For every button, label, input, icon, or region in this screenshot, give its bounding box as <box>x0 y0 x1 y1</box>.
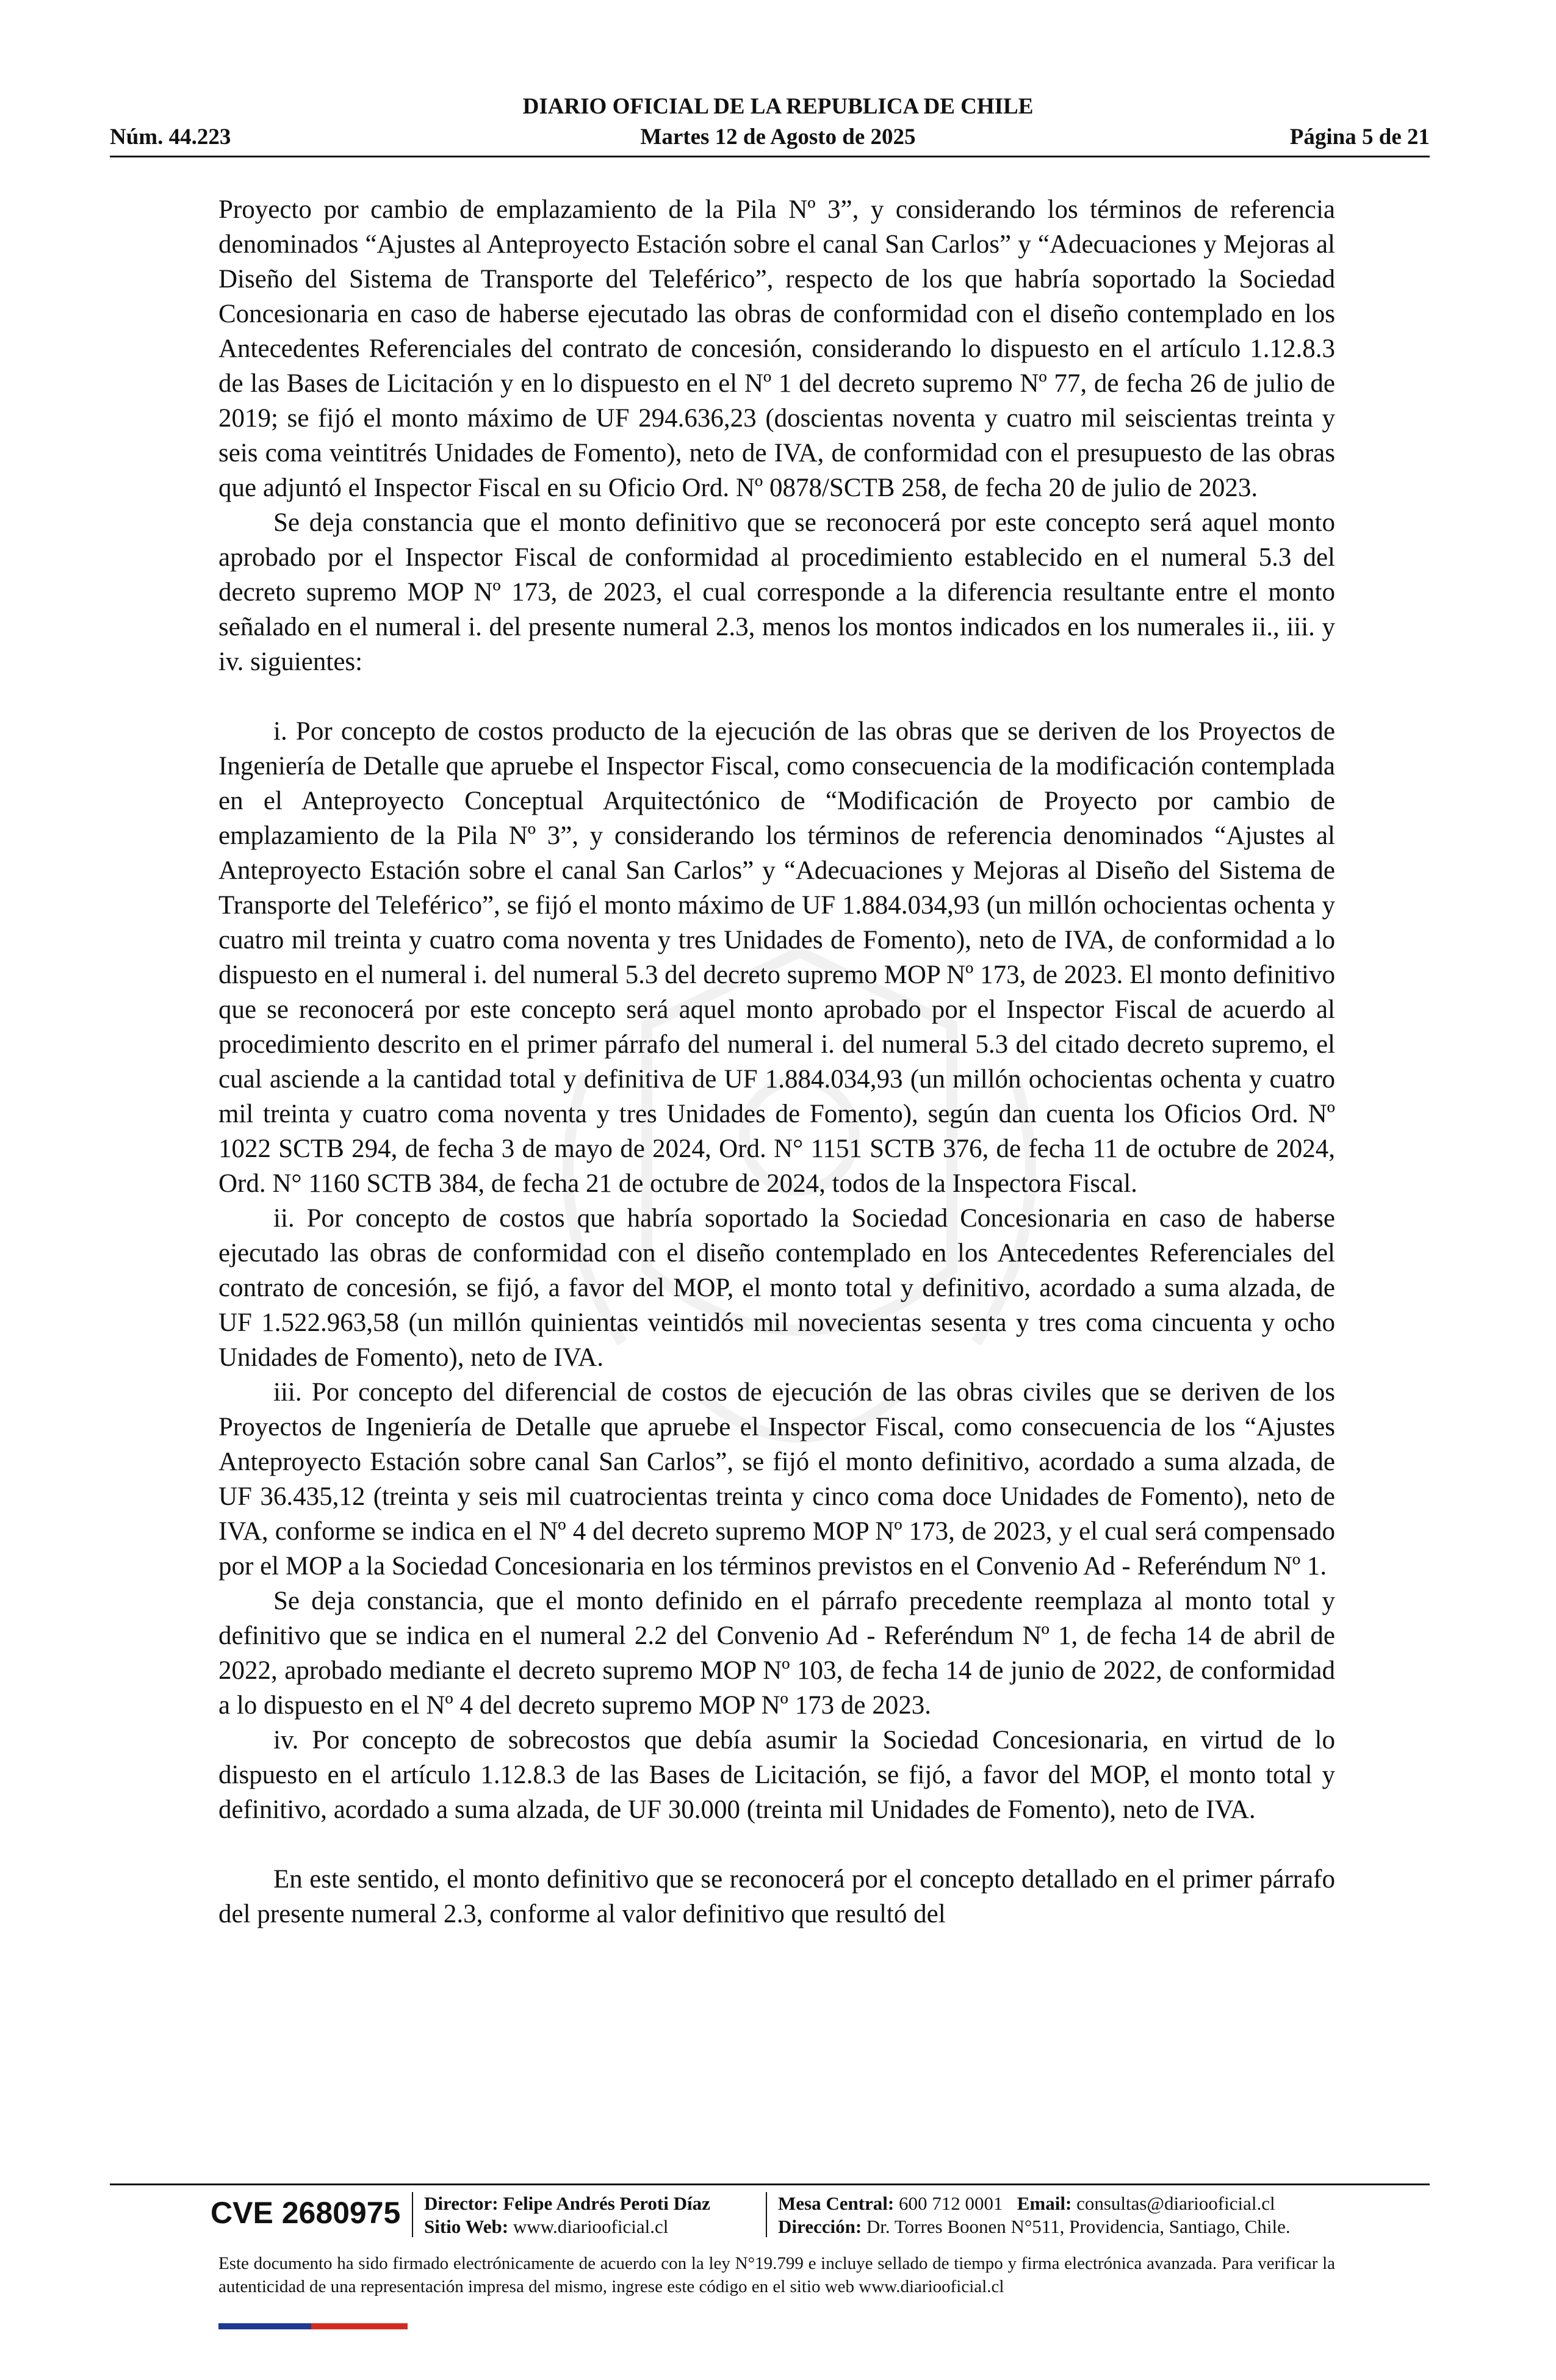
cve-code: CVE 2680975 <box>211 2196 401 2230</box>
footer-separator <box>766 2192 767 2237</box>
web-link[interactable]: www.diariooficial.cl <box>513 2216 669 2237</box>
paragraph: Proyecto por cambio de emplazamiento de la Pila Nº 3”, y considerando los términos de referencia denominados “Ajustes al Anteproyecto Estación sobre el canal San Carlos” y “Adecuaciones y Mejoras al Diseño del Sistema de Transporte del Teleférico”, respecto de los que habría soportado la Sociedad Concesionaria en caso de haberse ejecutado las obras de conformidad con el diseño contemplado en los Antecedentes Referenciales del contrato de concesión, considerando lo dispuesto en el artículo 1.12.8.3 de las Bases de Licitación y en lo dispuesto en el Nº 1 del decreto supremo Nº 77, de fecha 26 de julio de 2019; se fijó el monto máximo de UF 294.636,23 (doscientas noventa y cuatro mil seiscientas treinta y seis coma veintitrés Unidades de Fomento), neto de IVA, de conformidad con el presupuesto de las obras que adjuntó el Inspector Fiscal en su Oficio Ord. Nº 0878/SCTB 258, de fecha 20 de julio de 2023. <box>218 195 1335 502</box>
paragraph: iii. Por concepto del diferencial de costos de ejecución de las obras civiles que se deriven de los Proyectos de Ingeniería de Detalle que apruebe el Inspector Fiscal, como consecuencia de los “Ajustes Anteproyecto Estación sobre canal San Carlos”, se fijó el monto definitivo, acordado a suma alzada, de UF 36.435,12 (treinta y seis mil cuatrocientas treinta y cinco coma doce Unidades de Fomento), neto de IVA, conforme se indica en el Nº 4 del decreto supremo MOP Nº 173, de 2023, y el cual será compensado por el MOP a la Sociedad Concesionaria en los términos previstos en el Convenio Ad - Referéndum Nº 1. <box>218 1378 1335 1581</box>
issue-number: Núm. 44.223 <box>110 124 231 150</box>
web-label: Sitio Web: <box>424 2216 509 2237</box>
footer-contact-block <box>778 2192 1291 2238</box>
paragraph: ii. Por concepto de costos que habría soportado la Sociedad Concesionaria en caso de haberse ejecutado las obras de conformidad con el diseño contemplado en los Antecedentes Referenciales del contrato de concesión, se fijó, a favor del MOP, el monto total y definitivo, acordado a suma alzada, de UF 1.522.963,58 (un millón quinientas veintidós mil novecientas sesenta y tres coma cincuenta y ocho Unidades de Fomento), neto de IVA. <box>218 1204 1335 1372</box>
footer-separator <box>412 2192 413 2237</box>
email-label: Email: <box>1017 2193 1072 2214</box>
issue-date: Martes 12 de Agosto de 2025 <box>640 124 916 150</box>
footer-divider <box>110 2183 1430 2185</box>
newspaper-title: DIARIO OFICIAL DE LA REPUBLICA DE CHILE <box>522 94 1034 119</box>
address-value: Dr. Torres Boonen N°511, Providencia, Santiago, Chile. <box>866 2216 1291 2237</box>
mesa-label: Mesa Central: <box>778 2193 895 2214</box>
paragraph: En este sentido, el monto definitivo que se reconocerá por el concepto detallado en el primer párrafo del presente numeral 2.3, conforme al valor definitivo que resultó del <box>218 1865 1335 1928</box>
page-number: Página 5 de 21 <box>1289 124 1430 150</box>
mesa-phone: 600 712 0001 <box>899 2193 1003 2214</box>
address-label: Dirección: <box>778 2216 862 2237</box>
director-name: Felipe Andrés Peroti Díaz <box>503 2193 710 2214</box>
signature-note: Este documento ha sido firmado electrónicamente de acuerdo con la ley N°19.799 e incluye sellado de tiempo y firma electrónica avanzada. Para verificar la autenticidad de una representación impresa del mismo, ingrese este código en el sitio web www.diariooficial.cl <box>218 2254 1335 2296</box>
director-label: Director: <box>424 2193 499 2214</box>
document-body <box>218 192 1335 1931</box>
header-divider <box>110 156 1430 157</box>
paragraph: Se deja constancia, que el monto definido en el párrafo precedente reemplaza al monto total y definitivo que se indica en el numeral 2.2 del Convenio Ad - Referéndum Nº 1, de fecha 14 de abril de 2022, aprobado mediante el decreto supremo MOP Nº 103, de fecha 14 de junio de 2022, de conformidad a lo dispuesto en el Nº 4 del decreto supremo MOP Nº 173 de 2023. <box>218 1587 1335 1720</box>
paragraph: i. Por concepto de costos producto de la ejecución de las obras que se deriven de los Proyectos de Ingeniería de Detalle que apruebe el Inspector Fiscal, como consecuencia de la modificación contemplada en el Anteproyecto Conceptual Arquitectónico de “Modificación de Proyecto por cambio de emplazamiento de la Pila Nº 3”, y considerando los términos de referencia denominados “Ajustes al Anteproyecto Estación sobre el canal San Carlos” y “Adecuaciones y Mejoras al Diseño del Sistema de Transporte del Teleférico”, se fijó el monto máximo de UF 1.884.034,93 (un millón ochocientas ochenta y cuatro mil treinta y cuatro coma noventa y tres Unidades de Fomento), neto de IVA, de conformidad a lo dispuesto en el numeral i. del numeral 5.3 del decreto supremo MOP Nº 173, de 2023. El monto definitivo que se reconocerá por este concepto será aquel monto aprobado por el Inspector Fiscal de acuerdo al procedimiento descrito en el primer párrafo del numeral i. del numeral 5.3 del citado decreto supremo, el cual asciende a la cantidad total y definitiva de UF 1.884.034,93 (un millón ochocientas ochenta y cuatro mil treinta y cuatro coma noventa y tres Unidades de Fomento), según dan cuenta los Oficios Ord. Nº 1022 SCTB 294, de fecha 3 de mayo de 2024, Ord. N° 1151 SCTB 376, de fecha 11 de octubre de 2024, Ord. N° 1160 SCTB 384, de fecha 21 de octubre de 2024, todos de la Inspectora Fiscal. <box>218 717 1335 1198</box>
paragraph: iv. Por concepto de sobrecostos que debía asumir la Sociedad Concesionaria, en virtud de lo dispuesto en el artículo 1.12.8.3 de las Bases de Licitación, se fijó, a favor del MOP, el monto total y definitivo, acordado a suma alzada, de UF 30.000 (treinta mil Unidades de Fomento), neto de IVA. <box>218 1726 1335 1824</box>
flag-stripe-red <box>311 2323 408 2329</box>
paragraph: Se deja constancia que el monto definitivo que se reconocerá por este concepto será aquel monto aprobado por el Inspector Fiscal de conformidad al procedimiento establecido en el numeral 5.3 del decreto supremo MOP Nº 173, de 2023, el cual corresponde a la diferencia resultante entre el monto señalado en el numeral i. del presente numeral 2.3, menos los montos indicados en los numerales ii., iii. y iv. siguientes: <box>218 508 1335 676</box>
footer-director-block <box>424 2192 710 2238</box>
email-link[interactable]: consultas@diariooficial.cl <box>1076 2193 1275 2214</box>
flag-stripe-blue <box>218 2323 311 2329</box>
